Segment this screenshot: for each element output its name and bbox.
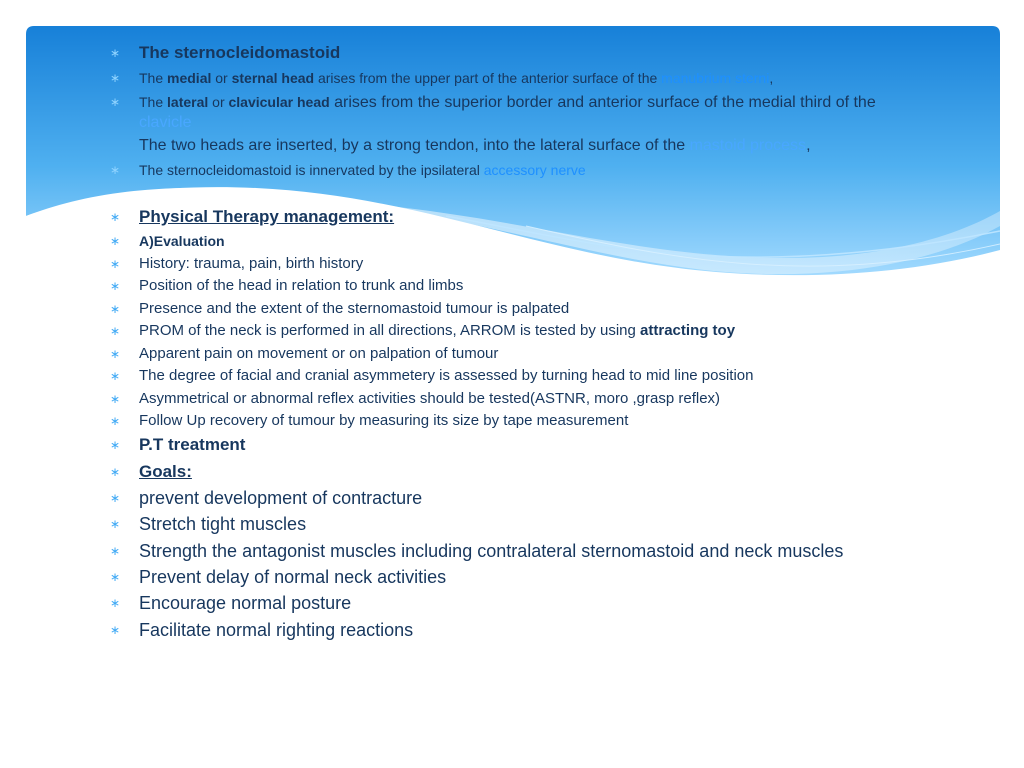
bullet-icon: ∗ (109, 438, 121, 452)
bold-run: attracting toy (640, 322, 736, 339)
bullet-icon: ∗ (109, 163, 121, 177)
bullet-icon: ∗ (109, 279, 121, 293)
evaluation-item: Follow Up recovery of tumour by measuring its size by tape measurement (139, 412, 629, 429)
bold-run: clavicular head (228, 94, 330, 110)
goal-item: prevent development of contracture (139, 488, 423, 508)
bullet-icon: ∗ (109, 234, 121, 248)
goal-item: Facilitate normal righting reactions (139, 620, 414, 640)
bullet-icon: ∗ (109, 392, 121, 406)
text-run: PROM of the neck is performed in all directions, ARROM is tested by using (139, 322, 641, 339)
bullet-icon: ∗ (109, 623, 121, 637)
manubrium-sterni-link[interactable]: manubrium sterni (661, 70, 770, 86)
goal-item: Encourage normal posture (139, 593, 352, 613)
text-run: , (806, 137, 811, 154)
accessory-nerve-link[interactable]: accessory nerve (483, 162, 586, 178)
bullet-icon: ∗ (109, 324, 121, 338)
bullet-icon: ∗ (109, 210, 121, 224)
management-heading: Physical Therapy management: (139, 207, 395, 226)
bold-run: medial (167, 70, 212, 86)
goals-heading: Goals: (139, 462, 192, 481)
bullet-icon: ∗ (109, 517, 121, 531)
bullet-icon: ∗ (109, 544, 121, 558)
text-run: The (139, 94, 168, 110)
text-run: arises from the upper part of the anterior surface of the (314, 70, 662, 86)
bullet-icon: ∗ (109, 347, 121, 361)
bullet-icon: ∗ (109, 596, 121, 610)
text-run: The two heads are inserted, by a strong tendon, into the lateral surface of the (139, 137, 690, 154)
bullet-icon: ∗ (109, 570, 121, 584)
bold-run: lateral (167, 94, 209, 110)
mastoid-process-link[interactable]: mastoid process (689, 137, 807, 154)
treatment-heading: P.T treatment (139, 435, 246, 454)
insertion-text (139, 136, 918, 156)
bullet-icon: ∗ (109, 71, 121, 85)
origin-medial-text (139, 68, 918, 88)
text-run: or (208, 94, 229, 110)
bold-run: sternal head (231, 70, 315, 86)
section-title: The sternocleidomastoid (139, 43, 341, 62)
evaluation-item: Apparent pain on movement or on palpation of tumour (139, 345, 499, 362)
text-run: The sternocleidomastoid is innervated by the ipsilateral (139, 162, 484, 178)
text-run: The (139, 70, 168, 86)
goal-item: Stretch tight muscles (139, 514, 307, 534)
text-run: arises from the superior border and anterior surface of the medial third of the (329, 94, 876, 111)
innervation-text (139, 160, 918, 180)
bullet-icon: ∗ (109, 465, 121, 479)
evaluation-item: Asymmetrical or abnormal reflex activities should be tested(ASTNR, moro ,grasp reflex) (139, 390, 721, 407)
prom-text (139, 321, 918, 341)
goal-item: Strength the antagonist muscles including contralateral sternomastoid and neck muscles (139, 541, 844, 561)
text-run: or (211, 70, 232, 86)
bullet-icon: ∗ (109, 95, 121, 109)
bullet-icon: ∗ (109, 302, 121, 316)
bullet-icon: ∗ (109, 46, 121, 60)
bullet-icon: ∗ (109, 257, 121, 271)
origin-lateral-text (139, 92, 919, 133)
evaluation-item: Presence and the extent of the sternomastoid tumour is palpated (139, 300, 570, 317)
evaluation-item: Position of the head in relation to trunk and limbs (139, 277, 464, 294)
goal-item: Prevent delay of normal neck activities (139, 567, 447, 587)
bullet-icon: ∗ (109, 369, 121, 383)
bullet-icon: ∗ (109, 414, 121, 428)
evaluation-item: The degree of facial and cranial asymmetery is assessed by turning head to mid line position (139, 367, 754, 384)
evaluation-item: History: trauma, pain, birth history (139, 255, 364, 272)
evaluation-heading: A)Evaluation (139, 233, 225, 249)
bullet-icon: ∗ (109, 491, 121, 505)
text-run: , (769, 70, 774, 86)
clavicle-link[interactable]: clavicle (139, 114, 192, 131)
